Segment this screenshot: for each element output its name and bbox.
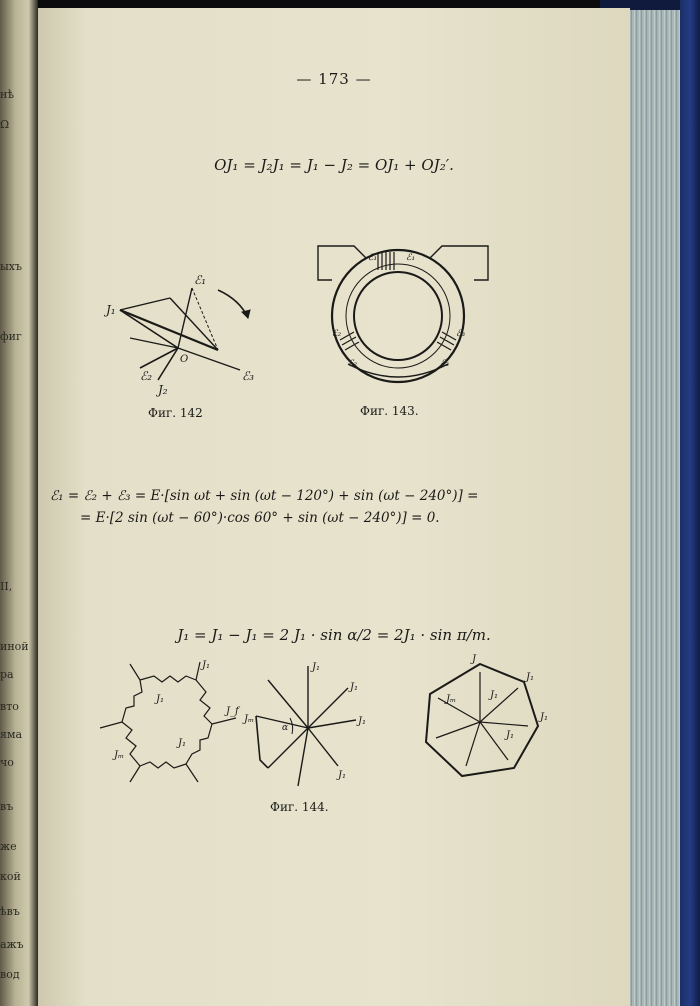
lead-bottom [348, 364, 448, 377]
prev-page-fragment: ажъ [0, 938, 24, 951]
vector-line [170, 298, 218, 350]
zigzag-coil [122, 680, 142, 722]
vector-line [466, 722, 480, 766]
label-j2: J₂ [158, 383, 168, 397]
prev-page-fragment: вто [0, 700, 19, 713]
book-cover-edge [680, 0, 700, 1006]
lead-line [100, 722, 122, 728]
lead-line [130, 664, 140, 680]
zigzag-coil [140, 676, 196, 682]
prev-page-fragment: нѣ [0, 88, 14, 101]
figure-144-star-vectors [238, 660, 368, 795]
prev-page-fragment: ра [0, 668, 14, 681]
vector-line [438, 698, 480, 722]
label-j1-top: J₁ [202, 660, 211, 671]
prev-page-fragment: кой [0, 870, 21, 883]
label-jm: Jₘ [244, 714, 255, 725]
prev-page-fragment: вод [0, 968, 20, 981]
vector-line [480, 688, 518, 722]
label-j1: J₁ [156, 694, 165, 705]
label-e2: ℰ₂ [140, 369, 153, 383]
label-alpha: α [282, 723, 289, 733]
prev-page-fragment: фиг [0, 330, 22, 343]
lead-line [130, 766, 140, 782]
book-page [38, 8, 630, 1006]
label-o: O [180, 354, 189, 365]
label-j: J [472, 654, 477, 665]
lead-line [212, 718, 236, 724]
figure-142-caption: Фиг. 142 [148, 406, 203, 420]
formula-vector-relation: OJ₁ = J₂J₁ = J₁ − J₂ = OJ₁ + OJ₂′. [214, 156, 454, 174]
label-e1-dup: ℰ₁ [406, 253, 416, 263]
prev-page-fragment: ыхъ [0, 260, 22, 273]
zigzag-coil [186, 724, 212, 764]
lead-line [196, 662, 200, 680]
page-stack-edge [628, 10, 680, 1006]
page-number: — 173 — [296, 70, 372, 88]
figure-144-caption: Фиг. 144. [270, 800, 329, 814]
prev-page-fragment: яма [0, 728, 23, 741]
vector-line [120, 298, 170, 310]
lead-line [186, 764, 198, 782]
label-j1: J₁ [312, 662, 321, 673]
figure-143-caption: Фиг. 143. [360, 404, 419, 418]
previous-page-edge [0, 0, 38, 1006]
label-e1: ℰ₁ [368, 253, 378, 263]
label-e3-dup: ℰ₃ [440, 359, 450, 369]
label-j1-c: J₁ [358, 716, 367, 727]
label-jm: Jₘ [114, 750, 125, 761]
prev-page-fragment: ІІ, [0, 580, 13, 593]
zigzag-coil [196, 680, 212, 724]
prev-page-fragment: Ω [0, 118, 10, 131]
label-j1-b: J₁ [540, 712, 549, 723]
label-j1: J₁ [526, 672, 535, 683]
label-e3: ℰ₃ [456, 329, 466, 339]
label-jf: J_f [226, 706, 239, 717]
vector-line [436, 722, 480, 738]
vector-line [256, 716, 268, 768]
figure-144-polygon-winding [96, 658, 246, 793]
label-j1-c: J₁ [490, 690, 499, 701]
label-j1-d: J₁ [338, 770, 347, 781]
label-e2-dup: ℰ₂ [348, 359, 358, 369]
angle-arc [290, 718, 293, 734]
ring-middle [346, 264, 450, 368]
label-e3: ℰ₃ [242, 369, 255, 383]
prev-page-fragment: чо [0, 756, 14, 769]
figure-144-heptagon [410, 654, 550, 793]
label-j1-dup: J₁ [178, 738, 187, 749]
zigzag-coil [140, 762, 186, 768]
label-j1-d: J₁ [506, 730, 515, 741]
prev-page-fragment: ѣвъ [0, 905, 20, 918]
formula-emf-sum-line1: ℰ₁ = ℰ₂ + ℰ₃ = E·[sin ωt + sin (ωt − 120°) + sin (ωt − 240°)] = [50, 488, 479, 504]
ring-inner [354, 272, 442, 360]
prev-page-fragment: иной [0, 640, 29, 653]
figure-143-ring-winding [318, 240, 518, 400]
vector-line [480, 722, 528, 726]
label-jm: Jₘ [446, 694, 457, 705]
rotation-arrowhead [242, 310, 250, 318]
zigzag-coil [122, 722, 140, 766]
formula-line-current: J₁ = J₁ − J₁ = 2 J₁ · sin α/2 = 2J₁ · sin π/m. [177, 626, 491, 644]
prev-page-fragment: въ [0, 800, 14, 813]
label-j1-b: J₁ [350, 682, 359, 693]
vector-line [480, 722, 508, 760]
prev-page-fragment: же [0, 840, 17, 853]
figure-142-vector-diagram [100, 270, 270, 400]
vector-line [308, 728, 338, 766]
label-e1: ℰ₁ [194, 273, 207, 287]
label-e2: ℰ₂ [332, 329, 342, 339]
formula-emf-sum-line2: = E·[2 sin (ωt − 60°)·cos 60° + sin (ωt − 240°)] = 0. [80, 510, 440, 526]
label-j1: J₁ [106, 303, 116, 317]
